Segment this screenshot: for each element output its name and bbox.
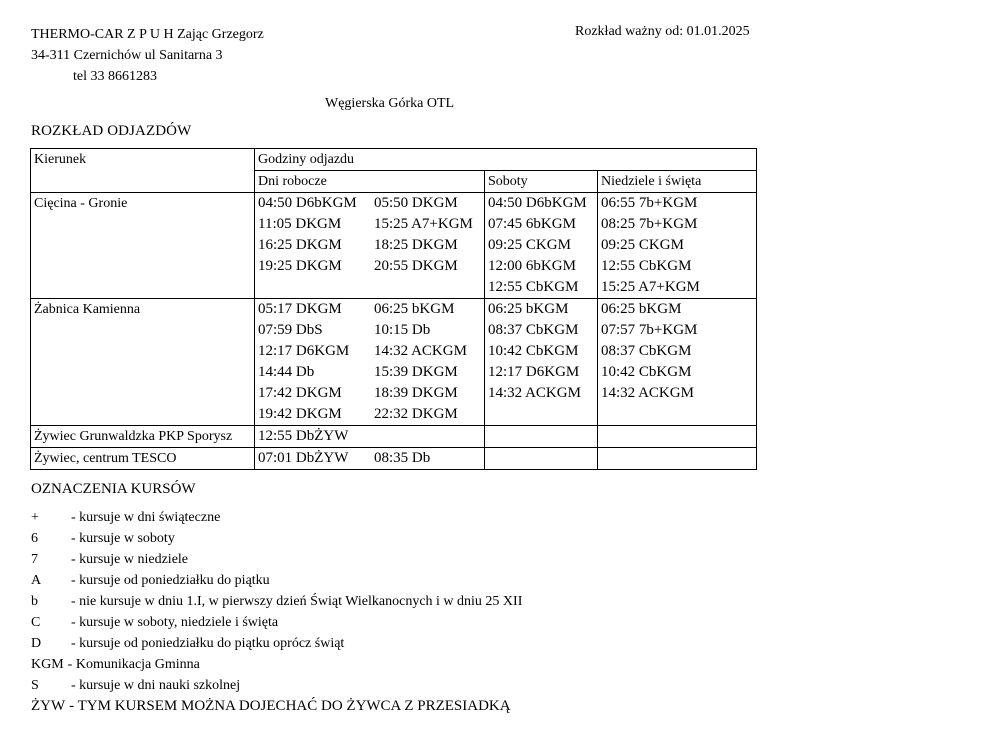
departure-time: 09:25 CKGM <box>488 237 571 253</box>
legend-text: - kursuje w niedziele <box>71 552 189 567</box>
header-saturdays: Soboty <box>485 171 598 193</box>
direction-cell: Żywiec Grunwaldzka PKP Sporysz <box>31 426 255 448</box>
departure-time: 12:17 D6KGM <box>488 364 580 380</box>
table-row <box>31 193 757 299</box>
weekdays-cell <box>255 299 485 426</box>
table-row <box>31 299 757 426</box>
header-sundays: Niedziele i święta <box>598 171 757 193</box>
sundays-cell <box>598 299 757 426</box>
departure-time: 08:35 Db <box>374 450 431 466</box>
saturdays-cell <box>485 426 598 448</box>
company-name: THERMO-CAR Z P U H Zając Grzegorz <box>31 27 264 42</box>
legend-item <box>31 507 522 528</box>
departure-time: 12:55 CbKGM <box>488 279 579 295</box>
company-address: 34-311 Czernichów ul Sanitarna 3 <box>31 48 223 63</box>
departure-time: 04:50 D6bKGM <box>488 195 587 211</box>
departure-time: 05:50 DKGM <box>374 195 458 211</box>
legend-item <box>31 612 522 633</box>
legend-symbol: A <box>31 573 42 588</box>
sundays-cell <box>598 193 757 299</box>
departure-time: 22:32 DKGM <box>374 406 458 422</box>
departure-time: 19:42 DKGM <box>258 406 342 422</box>
departure-time: 04:50 D6bKGM <box>258 195 357 211</box>
departure-time: 06:25 bKGM <box>601 301 682 317</box>
departure-time: 20:55 DKGM <box>374 258 458 274</box>
schedule-title: ROZKŁAD ODJAZDÓW <box>31 123 192 139</box>
legend-item <box>31 549 522 570</box>
legend-text: - Komunikacja Gminna <box>67 657 200 672</box>
departure-time: 18:39 DKGM <box>374 385 458 401</box>
header-direction: Kierunek <box>31 149 255 193</box>
departure-time: 08:25 7b+KGM <box>601 216 698 232</box>
legend-text: - nie kursuje w dniu 1.I, w pierwszy dzień Świąt Wielkanocnych i w dniu 25 XII <box>71 594 523 609</box>
legend-item <box>31 633 522 654</box>
sundays-cell <box>598 426 757 448</box>
saturdays-cell <box>485 299 598 426</box>
departure-time: 05:17 DKGM <box>258 301 342 317</box>
legend-text: - TYM KURSEM MOŻNA DOJECHAĆ DO ŻYWCA Z PRZESIADKĄ <box>69 698 511 714</box>
legend-text: - kursuje w dni świąteczne <box>71 510 221 525</box>
table-row <box>31 426 757 448</box>
stop-name: Węgierska Górka OTL <box>325 96 455 111</box>
legend-item <box>31 675 522 696</box>
direction-cell: Cięcina - Gronie <box>31 193 255 299</box>
legend-item <box>31 696 522 717</box>
departure-time: 07:45 6bKGM <box>488 216 576 232</box>
legend-symbol: b <box>31 594 38 609</box>
departure-time: 12:17 D6KGM <box>258 343 350 359</box>
legend-item <box>31 528 522 549</box>
legend-symbol: 7 <box>31 552 38 567</box>
sundays-cell <box>598 448 757 470</box>
departure-time: 07:59 DbS <box>258 322 323 338</box>
timetable <box>30 148 757 470</box>
legend-title: OZNACZENIA KURSÓW <box>31 481 196 497</box>
company-phone: tel 33 8661283 <box>73 69 157 84</box>
departure-time: 14:32 ACKGM <box>601 385 694 401</box>
legend-symbol: ŻYW <box>31 698 66 714</box>
departure-time: 07:01 DbŻYW <box>258 450 349 466</box>
departure-time: 16:25 DKGM <box>258 237 342 253</box>
departure-time: 10:42 CbKGM <box>601 364 692 380</box>
departure-time: 12:00 6bKGM <box>488 258 576 274</box>
header-weekdays: Dni robocze <box>255 171 485 193</box>
direction-cell: Żabnica Kamienna <box>31 299 255 426</box>
valid-from: Rozkład ważny od: 01.01.2025 <box>575 24 750 39</box>
departure-time: 18:25 DKGM <box>374 237 458 253</box>
departure-time: 06:25 bKGM <box>374 301 455 317</box>
table-row <box>31 448 757 470</box>
departure-time: 14:32 ACKGM <box>488 385 581 401</box>
departure-time: 08:37 CbKGM <box>601 343 692 359</box>
departure-time: 09:25 CKGM <box>601 237 684 253</box>
departure-time: 12:55 CbKGM <box>601 258 692 274</box>
legend-text: - kursuje w soboty <box>71 531 175 546</box>
legend-symbol: D <box>31 636 42 651</box>
direction-cell: Żywiec, centrum TESCO <box>31 448 255 470</box>
legend-symbol: KGM <box>31 657 64 672</box>
legend-symbol: C <box>31 615 41 630</box>
departure-time: 06:25 bKGM <box>488 301 569 317</box>
legend <box>31 507 522 717</box>
legend-symbol: S <box>31 678 39 693</box>
departure-time: 17:42 DKGM <box>258 385 342 401</box>
departure-time: 12:55 DbŻYW <box>258 428 349 444</box>
departure-time: 06:55 7b+KGM <box>601 195 698 211</box>
table-header-row <box>31 149 757 171</box>
weekdays-cell <box>255 426 485 448</box>
legend-text: - kursuje od poniedziałku do piątku oprócz świąt <box>71 636 345 651</box>
legend-item <box>31 591 522 612</box>
saturdays-cell <box>485 193 598 299</box>
legend-symbol: + <box>31 510 39 525</box>
legend-text: - kursuje w soboty, niedziele i święta <box>71 615 279 630</box>
weekdays-cell <box>255 193 485 299</box>
legend-item <box>31 570 522 591</box>
departure-time: 11:05 DKGM <box>258 216 342 232</box>
legend-item <box>31 654 522 675</box>
weekdays-cell <box>255 448 485 470</box>
departure-time: 15:25 A7+KGM <box>601 279 700 295</box>
departure-time: 15:25 A7+KGM <box>374 216 473 232</box>
saturdays-cell <box>485 448 598 470</box>
departure-time: 10:42 CbKGM <box>488 343 579 359</box>
header-departures: Godziny odjazdu <box>255 149 757 171</box>
departure-time: 07:57 7b+KGM <box>601 322 698 338</box>
legend-text: - kursuje w dni nauki szkolnej <box>71 678 241 693</box>
departure-time: 15:39 DKGM <box>374 364 458 380</box>
departure-time: 19:25 DKGM <box>258 258 342 274</box>
departure-time: 10:15 Db <box>374 322 431 338</box>
departure-time: 14:44 Db <box>258 364 315 380</box>
legend-text: - kursuje od poniedziałku do piątku <box>71 573 270 588</box>
departure-time: 14:32 ACKGM <box>374 343 467 359</box>
departure-time: 08:37 CbKGM <box>488 322 579 338</box>
legend-symbol: 6 <box>31 531 38 546</box>
